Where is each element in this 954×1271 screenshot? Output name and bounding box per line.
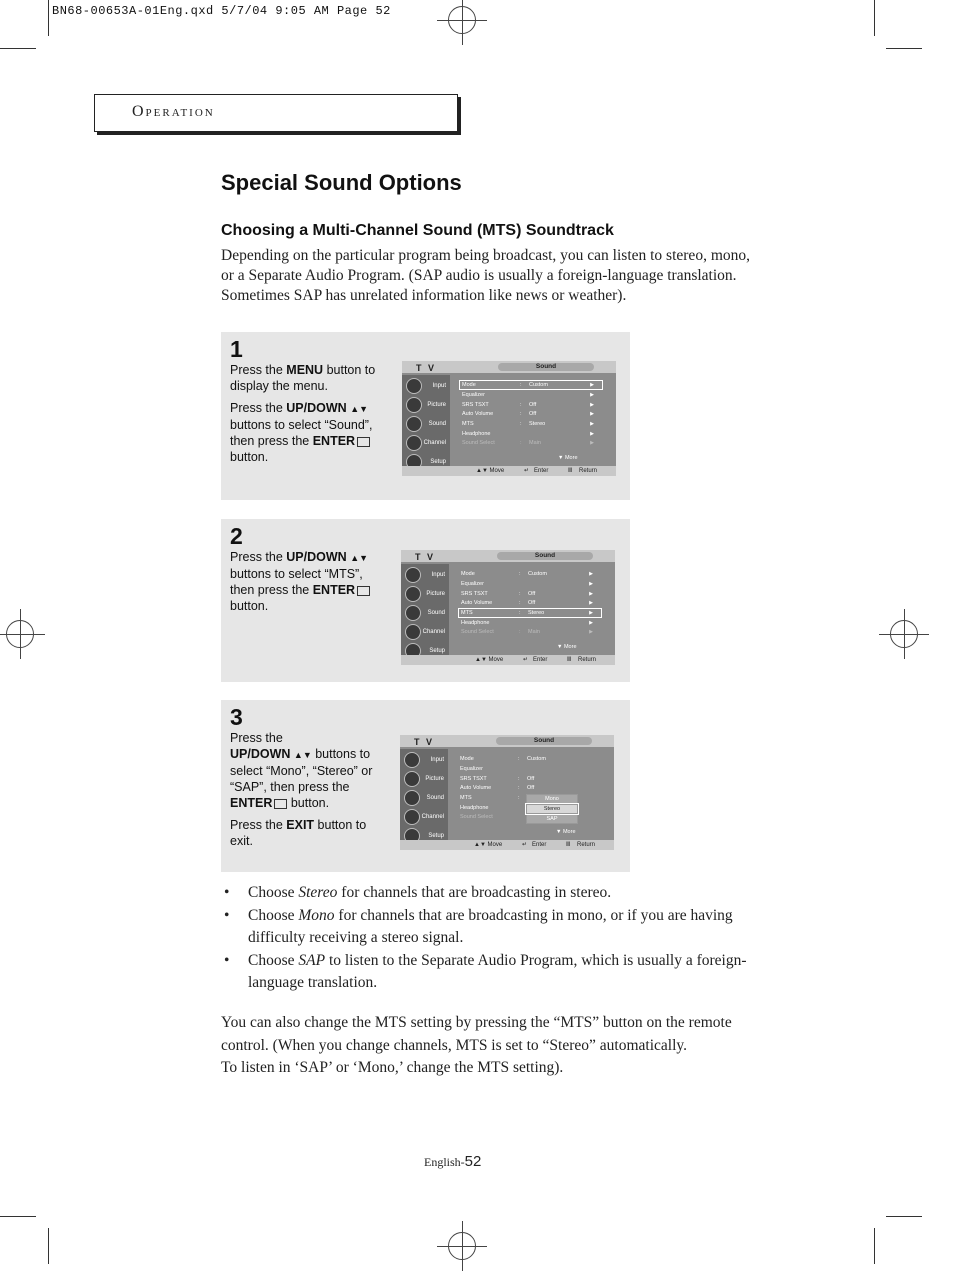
registration-mark-icon (890, 620, 918, 648)
menu-tab-sound: Sound (497, 552, 593, 560)
menu-item-setup: Setup (403, 642, 449, 658)
picture-icon (405, 586, 421, 602)
return-icon: Ⅲ (566, 842, 571, 848)
channel-icon (404, 809, 420, 825)
step-1-panel (221, 332, 630, 500)
input-icon (404, 752, 420, 768)
enter-icon: ↵ (522, 842, 528, 848)
menu-row-sound-select: Sound Select (460, 814, 493, 820)
step-instructions: Press the MENU button to display the menu. Press the UP/DOWN ▲▼ buttons to select “Sound”, then press the ENTER button. (230, 363, 376, 464)
tv-menu-screen: T V Sound Input Picture Sound Channel Setup Mode : Custom ▶ Equalizer ▶ SRS TSXT : Off ▶ Auto Volume : Off ▶ MTS : Stereo ▶ Headphone ▶ Sound Select : Main ▶ ▼ More ▲▼ Move ↵ Enter Ⅲ Return (402, 361, 616, 476)
enter-icon: ↵ (524, 468, 530, 474)
channel-icon (405, 624, 421, 640)
menu-item-sound: Sound (403, 604, 449, 620)
mts-options-popup (526, 794, 578, 824)
step-3-panel (221, 700, 630, 872)
menu-sidebar (400, 749, 448, 841)
outro-paragraph: You can also change the MTS setting by pressing the “MTS” button on the remote control. (When you change channels, MTS is set to “Stereo” automatically. To listen in ‘SAP’ or ‘Mono,’ change the MTS setting). (221, 1014, 732, 1076)
step-instructions: Press the UP/DOWN ▲▼ buttons to select “MTS”, then press the ENTER button. (230, 549, 390, 620)
menu-row-equalizer: Equalizer ▶ (462, 392, 594, 398)
up-down-icon: ▲▼ (293, 750, 312, 760)
menu-row-srs: SRS TSXT : Off (460, 776, 535, 782)
page-title: Special Sound Options (221, 170, 462, 195)
return-icon: Ⅲ (568, 468, 573, 474)
menu-item-setup: Setup (402, 827, 448, 843)
menu-tab-sound: Sound (498, 363, 594, 371)
menu-row-mode: Mode : Custom ▶ (460, 381, 602, 389)
page-number: English-52 (424, 1153, 482, 1170)
menu-row-mode: Mode : Custom (460, 756, 546, 762)
menu-row-auto-volume: Auto Volume : Off ▶ (461, 600, 593, 606)
step-number: 1 (230, 336, 243, 362)
menu-sidebar (402, 375, 450, 467)
crop-mark (48, 0, 49, 36)
picture-icon (406, 397, 422, 413)
enter-icon: ↵ (523, 657, 529, 663)
menu-row-equalizer: Equalizer (460, 766, 483, 772)
crop-mark (0, 1216, 36, 1217)
menu-row-equalizer: Equalizer ▶ (461, 581, 593, 587)
menu-item-input: Input (403, 566, 449, 582)
section-label: Operation (132, 103, 215, 120)
menu-item-input: Input (402, 751, 448, 767)
up-down-icon: ▲▼ (350, 553, 369, 563)
menu-row-mts: MTS : (460, 795, 520, 801)
menu-item-channel: Channel (402, 808, 448, 824)
picture-icon (404, 771, 420, 787)
crop-mark (886, 48, 922, 49)
list-item: • Choose Stereo for channels that are broadcasting in stereo. (221, 882, 761, 905)
tv-menu-screen: T V Sound Input Picture Sound Channel Setup Mode : Custom Equalizer SRS TSXT : Off Auto Volume : Off MTS : Headphone Sound Select Mono Stereo SAP ▼ More ▲▼ Move ↵ Enter Ⅲ Return (400, 735, 614, 850)
menu-item-picture: Picture (403, 585, 449, 601)
menu-item-picture: Picture (404, 396, 450, 412)
menu-row-mts: MTS : Stereo ▶ (462, 421, 594, 427)
menu-tab-sound: Sound (496, 737, 592, 745)
section-subtitle: Choosing a Multi-Channel Sound (MTS) Soundtrack (221, 222, 614, 239)
enter-key-icon (274, 799, 287, 809)
list-item: • Choose Mono for channels that are broadcasting in mono, or if you are having difficulty receiving a stereo signal. (221, 905, 761, 950)
menu-help-bar: ▲▼ Move ↵ Enter Ⅲ Return (401, 655, 615, 665)
menu-item-channel: Channel (404, 434, 450, 450)
menu-item-channel: Channel (403, 623, 449, 639)
menu-row-headphone: Headphone ▶ (462, 431, 594, 437)
enter-key-icon (357, 586, 370, 596)
menu-row-sound-select: Sound Select : Main ▶ (461, 629, 593, 635)
crop-mark (48, 1228, 49, 1264)
menu-row-srs: SRS TSXT : Off ▶ (462, 402, 594, 408)
menu-row-auto-volume: Auto Volume : Off ▶ (462, 411, 594, 417)
intro-paragraph: Depending on the particular program being broadcast, you can listen to stereo, mono, or a Separate Audio Program. (SAP audio is usually a foreign-language translation. Sometimes SAP has unrelated information like news or weather). (221, 247, 750, 304)
sound-icon (406, 416, 422, 432)
step-instructions: Press the UP/DOWN ▲▼ buttons to select “Mono”, “Stereo” or “SAP”, then press the ENTER button. Press the EXIT button to exit. (230, 731, 373, 848)
registration-mark-icon (448, 1232, 476, 1260)
menu-row-sound-select: Sound Select : Main ▶ (462, 440, 594, 446)
registration-mark-icon (448, 6, 476, 34)
sound-icon (405, 605, 421, 621)
menu-item-sound: Sound (404, 415, 450, 431)
return-icon: Ⅲ (567, 657, 572, 663)
menu-item-sound: Sound (402, 789, 448, 805)
enter-key-icon (357, 437, 370, 447)
menu-row-headphone: Headphone (460, 805, 489, 811)
menu-help-bar: ▲▼ Move ↵ Enter Ⅲ Return (402, 466, 616, 476)
menu-row-mts: MTS : Stereo ▶ (459, 609, 601, 617)
crop-mark (886, 1216, 922, 1217)
crop-mark (874, 0, 875, 36)
channel-icon (406, 435, 422, 451)
mts-option-sap: SAP (526, 814, 578, 824)
input-icon (405, 567, 421, 583)
menu-row-srs: SRS TSXT : Off ▶ (461, 591, 593, 597)
registration-mark-icon (6, 620, 34, 648)
options-list (221, 882, 761, 995)
sound-icon (404, 790, 420, 806)
print-header: BN68-00653A-01Eng.qxd 5/7/04 9:05 AM Page 52 (52, 4, 391, 18)
menu-sidebar (401, 564, 449, 656)
step-number: 2 (230, 523, 243, 549)
list-item: • Choose SAP to listen to the Separate Audio Program, which is usually a foreign-language translation. (221, 950, 761, 995)
mts-option-stereo: Stereo (526, 804, 578, 814)
up-down-icon: ▲▼ (350, 404, 369, 414)
step-2-panel (221, 519, 630, 682)
tv-menu-screen: T V Sound Input Picture Sound Channel Setup Mode : Custom ▶ Equalizer ▶ SRS TSXT : Off ▶ Auto Volume : Off ▶ MTS : Stereo ▶ Headphone ▶ Sound Select : Main ▶ ▼ More ▲▼ Move ↵ Enter Ⅲ Return (401, 550, 615, 665)
menu-item-picture: Picture (402, 770, 448, 786)
step-number: 3 (230, 704, 243, 730)
menu-row-headphone: Headphone ▶ (461, 620, 593, 626)
input-icon (406, 378, 422, 394)
menu-help-bar: ▲▼ Move ↵ Enter Ⅲ Return (400, 840, 614, 850)
crop-mark (0, 48, 36, 49)
menu-row-mode: Mode : Custom ▶ (461, 571, 593, 577)
crop-mark (874, 1228, 875, 1264)
mts-option-mono: Mono (526, 794, 578, 804)
menu-item-setup: Setup (404, 453, 450, 469)
menu-item-input: Input (404, 377, 450, 393)
menu-row-auto-volume: Auto Volume : Off (460, 785, 535, 791)
